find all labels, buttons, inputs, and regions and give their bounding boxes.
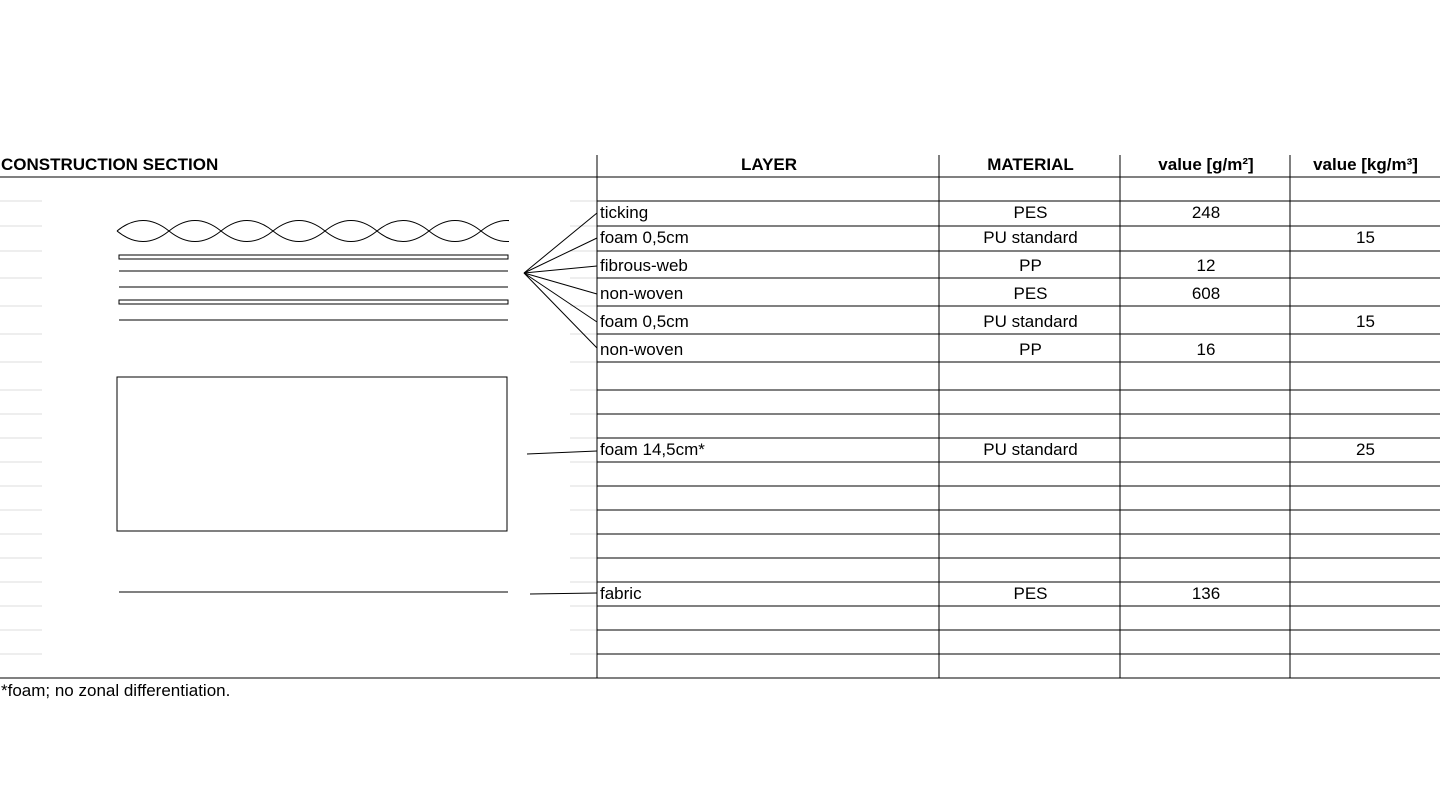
layer-value-gm2: 248 bbox=[1191, 203, 1221, 222]
column-header-layer: LAYER bbox=[740, 155, 798, 174]
layer-value-gm2: 12 bbox=[1196, 256, 1216, 275]
column-header-value-kgm3: value [kg/m³] bbox=[1313, 155, 1418, 174]
layer-name: non-woven bbox=[600, 284, 684, 303]
layer-name: fibrous-web bbox=[600, 256, 688, 275]
layer-value-kgm3: 25 bbox=[1356, 440, 1375, 459]
layer-material: PP bbox=[1019, 256, 1042, 275]
section-title: CONSTRUCTION SECTION bbox=[1, 155, 219, 174]
layer-material: PES bbox=[1013, 584, 1048, 603]
layer-material: PU standard bbox=[983, 228, 1078, 247]
layer-name: non-woven bbox=[600, 340, 684, 359]
layer-material: PU standard bbox=[983, 440, 1078, 459]
layer-value-gm2: 16 bbox=[1196, 340, 1216, 359]
layer-name: foam 14,5cm* bbox=[600, 440, 705, 459]
layer-material: PU standard bbox=[983, 312, 1078, 331]
foam-layer-sketch bbox=[119, 300, 508, 304]
core-foam-sketch bbox=[117, 377, 507, 531]
layer-material: PES bbox=[1013, 284, 1048, 303]
layer-name: foam 0,5cm bbox=[600, 228, 689, 247]
foam-layer-sketch bbox=[119, 255, 508, 259]
layer-value-kgm3: 15 bbox=[1356, 228, 1375, 247]
column-header-value-gm2: value [g/m²] bbox=[1158, 155, 1254, 174]
leader-line bbox=[524, 273, 597, 348]
leader-line bbox=[527, 451, 597, 454]
column-header-material: MATERIAL bbox=[987, 155, 1074, 174]
layer-name: fabric bbox=[600, 584, 642, 603]
leader-line bbox=[524, 273, 597, 322]
leader-line bbox=[530, 593, 597, 594]
ticking-wave-upper bbox=[117, 221, 533, 232]
layer-material: PES bbox=[1013, 203, 1048, 222]
layer-name: ticking bbox=[600, 203, 649, 222]
footnote: *foam; no zonal differentiation. bbox=[1, 681, 231, 700]
layer-material: PP bbox=[1019, 340, 1042, 359]
leader-line bbox=[524, 273, 597, 294]
leader-line bbox=[524, 266, 597, 273]
ticking-wave-lower bbox=[117, 231, 533, 242]
layer-value-gm2: 608 bbox=[1191, 284, 1221, 303]
layer-name: foam 0,5cm bbox=[600, 312, 689, 331]
layer-value-gm2: 136 bbox=[1191, 584, 1221, 603]
layer-value-kgm3: 15 bbox=[1356, 312, 1375, 331]
